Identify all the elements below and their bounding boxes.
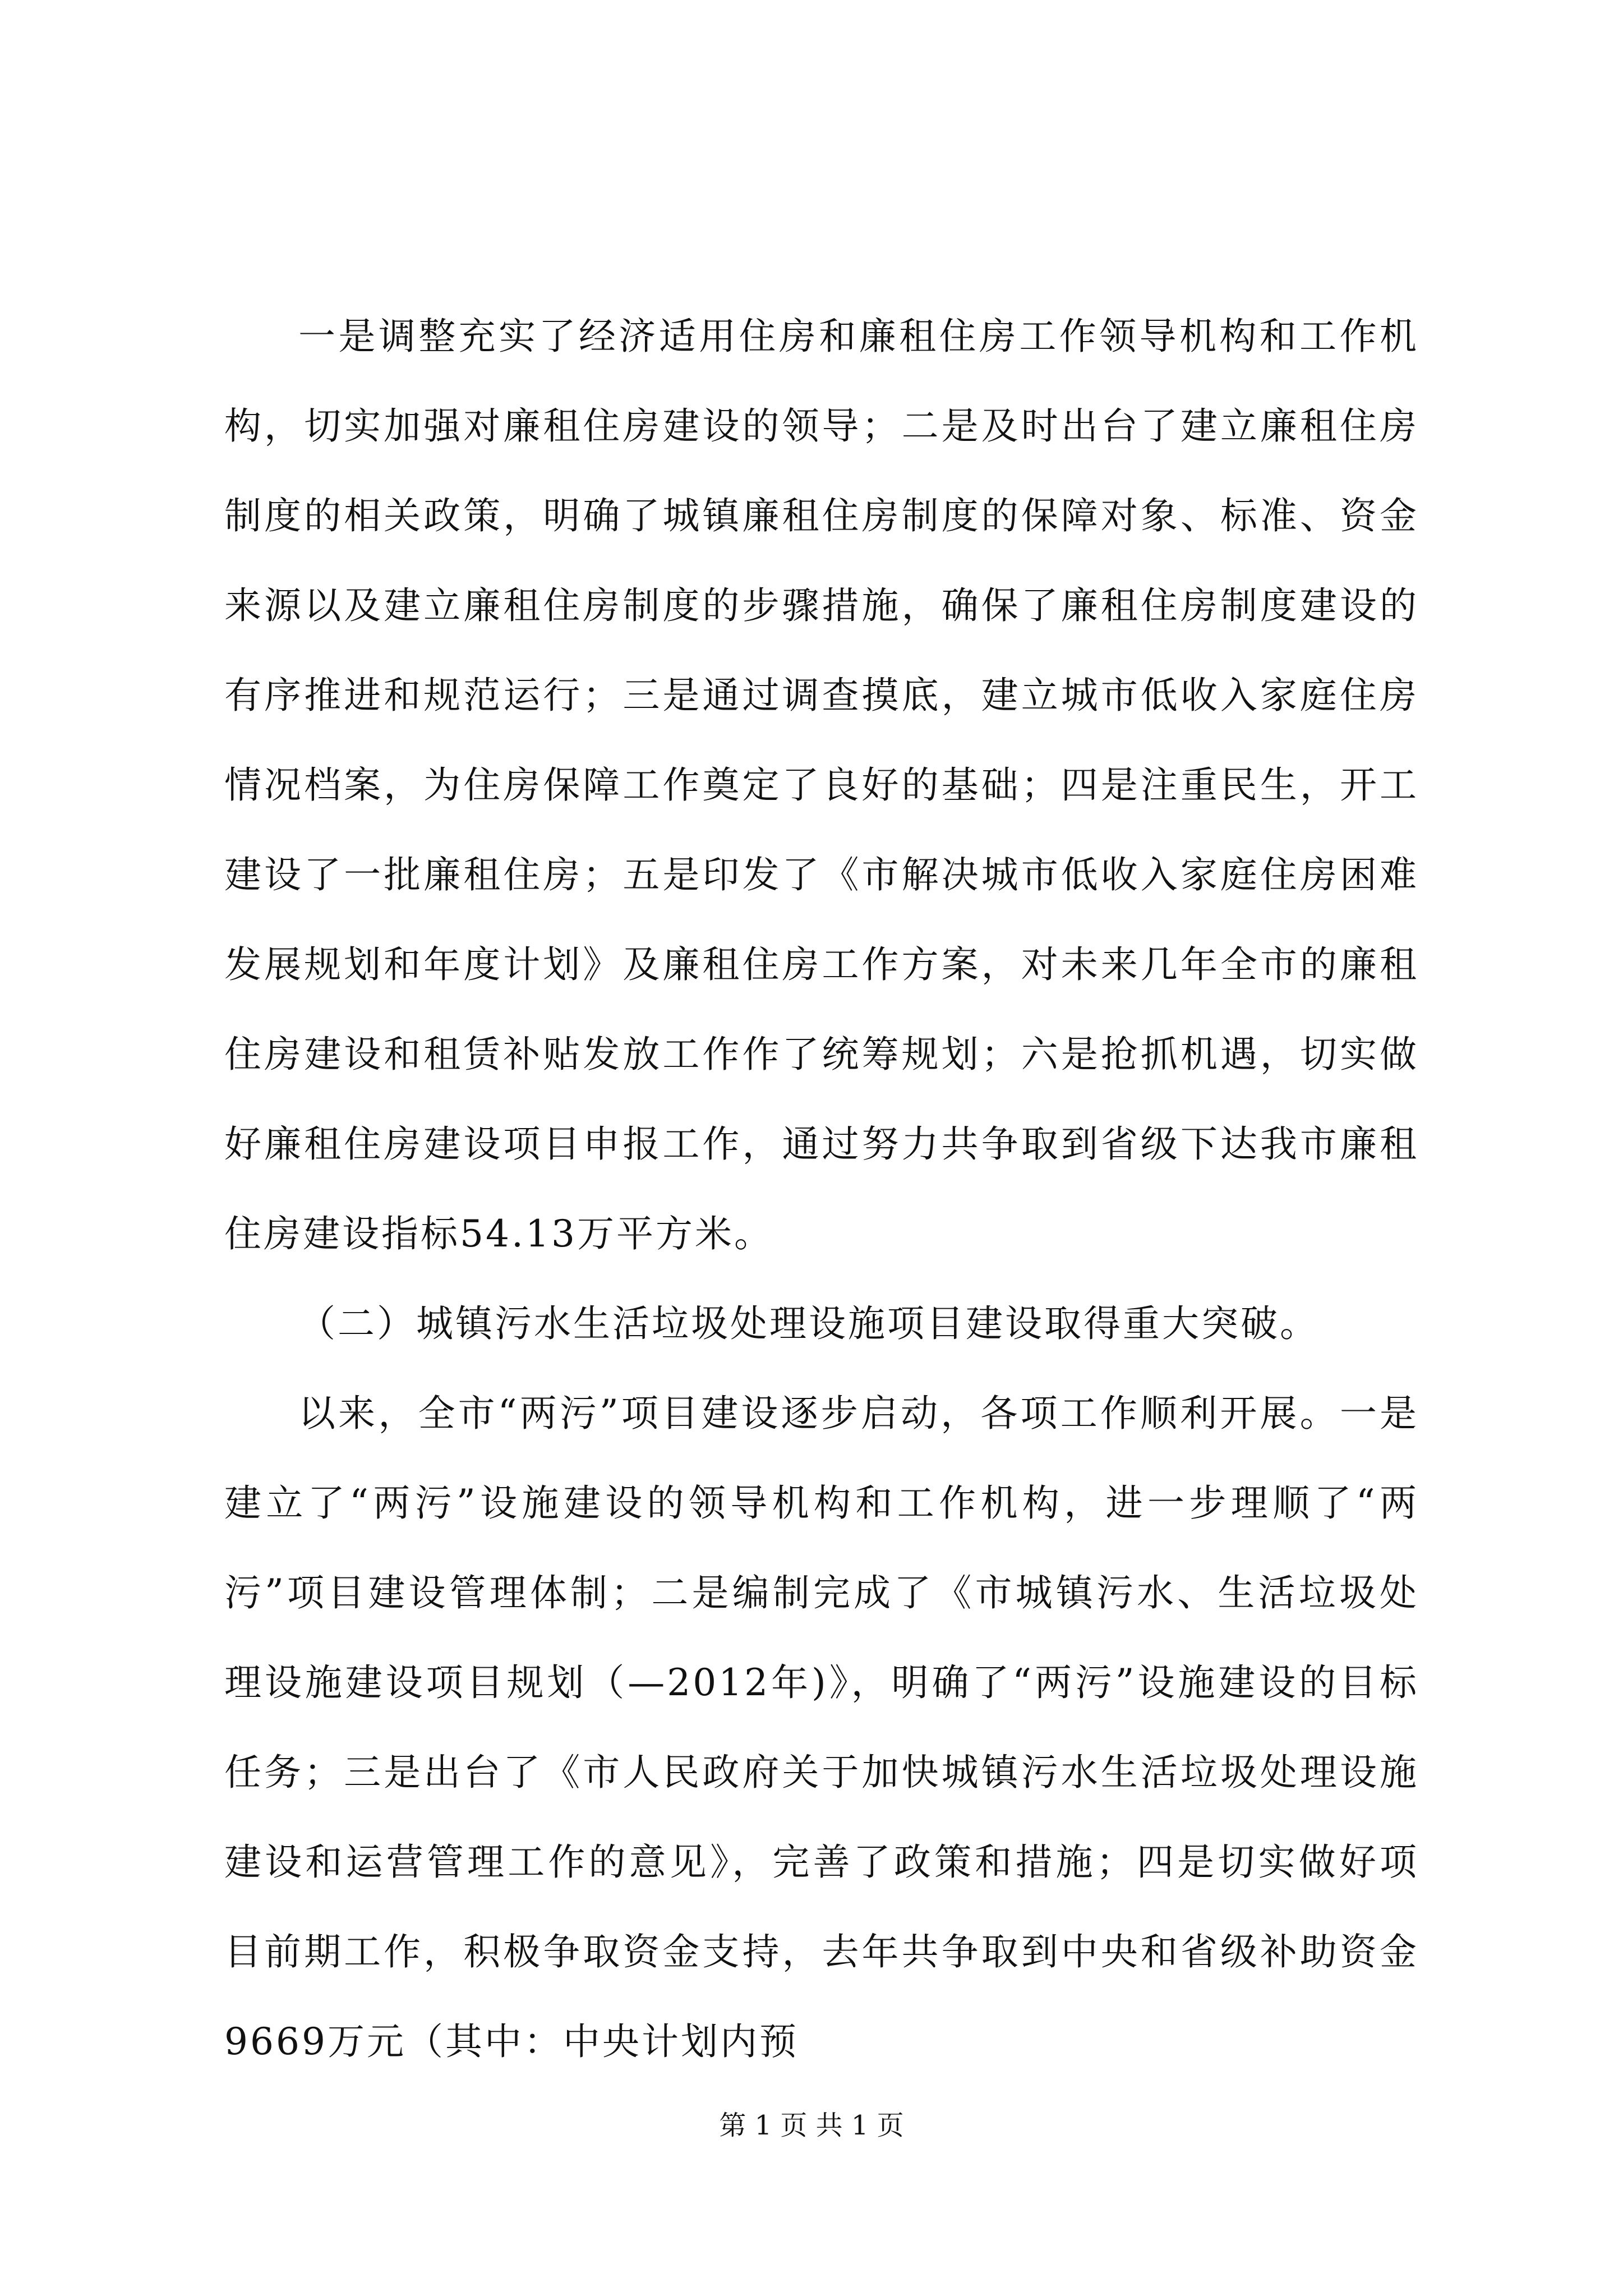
document-body [224, 292, 1419, 2087]
paragraph-section-heading: （二）城镇污水生活垃圾处理设施项目建设取得重大突破。 [298, 1302, 1319, 1345]
paragraph-housing-measures: 一是调整充实了经济适用住房和廉租住房工作领导机构和工作机构，切实加强对廉租住房建设的领导；二是及时出台了建立廉租住房制度的相关政策，明确了城镇廉租住房制度的保障对象、标准、资金来源以及建立廉租住房制度的步骤措施，确保了廉租住房制度建设的有序推进和规范运行；三是通过调查摸底，建立城市低收入家庭住房情况档案，为住房保障工作奠定了良好的基础；四是注重民生，开工建设了一批廉租住房；五是印发了《市解决城市低收入家庭住房困难发展规划和年度计划》及廉租住房工作方案，对未来几年全市的廉租住房建设和租赁补贴发放工作作了统筹规划；六是抢抓机遇，切实做好廉租住房建设项目申报工作，通过努力共争取到省级下达我市廉租住房建设指标54.13万平方米。 [224, 315, 1419, 1255]
page-footer: 第 1 页 共 1 页 [719, 2110, 904, 2141]
paragraph-sewage-waste-projects: 以来，全市“两污”项目建设逐步启动，各项工作顺利开展。一是建立了“两污”设施建设的领导机构和工作机构，进一步理顺了“两污”项目建设管理体制；二是编制完成了《市城镇污水、生活垃圾处理设施建设项目规划（—2012年)》，明确了“两污”设施建设的目标任务；三是出台了《市人民政府关于加快城镇污水生活垃圾处理设施建设和运营管理工作的意见》，完善了政策和措施；四是切实做好项目前期工作，积极争取资金支持，去年共争取到中央和省级补助资金9669万元（其中：中央计划内预 [224, 1392, 1419, 2063]
